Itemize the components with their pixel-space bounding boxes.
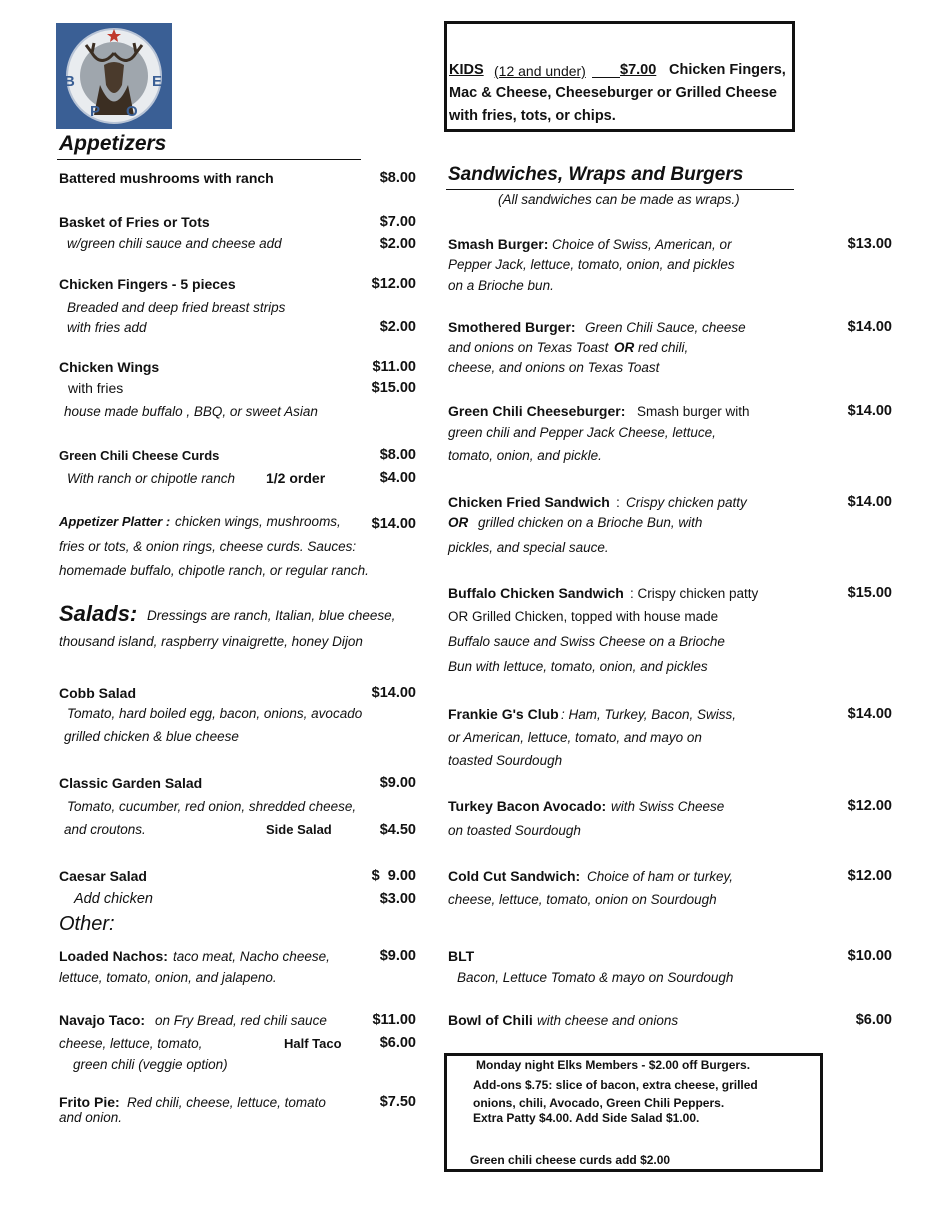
coldcut-price: $12.00: [847, 868, 892, 884]
cobb-name: Cobb Salad: [59, 685, 137, 701]
buffalo-desc-3: Buffalo sauce and Swiss Cheese on a Brioche: [448, 634, 725, 649]
salads-heading: Salads:: [59, 601, 138, 626]
platter-desc-2: fries or tots, & onion rings, cheese curds. Sauces:: [59, 539, 357, 554]
buffalo-desc-1: : Crispy chicken patty: [630, 586, 759, 601]
kids-price: $7.00: [620, 62, 657, 78]
chili-name: Bowl of Chili: [448, 1012, 533, 1028]
gccb-desc-2: green chili and Pepper Jack Cheese, lettuce,: [448, 425, 716, 440]
kids-underline-gap: [592, 63, 620, 78]
club-desc-2: or American, lettuce, tomato, and mayo on: [448, 730, 702, 745]
navajo-desc-2: cheese, lettuce, tomato,: [59, 1036, 203, 1051]
curds-desc: With ranch or chipotle ranch: [67, 471, 235, 486]
garden-side: Side Salad: [266, 822, 332, 837]
caesar-addon-price: $3.00: [379, 891, 416, 907]
blt-desc: Bacon, Lettuce Tomato & mayo on Sourdough: [457, 970, 734, 985]
cobb-desc-1: Tomato, hard boiled egg, bacon, onions, avocado: [67, 706, 363, 721]
smothered-desc-1: Green Chili Sauce, cheese: [585, 320, 746, 335]
kids-age: (12 and under): [494, 63, 586, 79]
tba-desc-1: with Swiss Cheese: [611, 799, 725, 814]
frito-name: Frito Pie:: [59, 1094, 120, 1110]
garden-side-price: $4.50: [379, 822, 416, 838]
salads-dressings-2: thousand island, raspberry vinaigrette, honey Dijon: [59, 634, 363, 649]
logo-letter-b: B: [64, 73, 75, 90]
wings-addon: with fries: [68, 380, 124, 396]
tba-price: $12.00: [847, 798, 892, 814]
wings-price: $11.00: [372, 359, 416, 375]
gccb-desc-3: tomato, onion, and pickle.: [448, 448, 602, 463]
elks-line-1: Monday night Elks Members - $2.00 off Burgers.: [476, 1058, 751, 1072]
fries-price: $7.00: [379, 214, 416, 230]
garden-name: Classic Garden Salad: [59, 775, 203, 791]
fingers-addon: with fries add: [67, 320, 147, 335]
logo-letter-p: P: [90, 103, 101, 120]
sandwiches-note: (All sandwiches can be made as wraps.): [498, 192, 740, 207]
logo-letter-e: E: [152, 73, 163, 90]
other-heading: Other:: [59, 913, 115, 935]
frito-price: $7.50: [379, 1094, 416, 1110]
smothered-name: Smothered Burger:: [448, 319, 576, 335]
curds-half: 1/2 order: [266, 470, 326, 486]
blt-price: $10.00: [847, 948, 892, 964]
nachos-name: Loaded Nachos:: [59, 948, 168, 964]
fries-name: Basket of Fries or Tots: [59, 214, 210, 230]
garden-price: $9.00: [379, 775, 416, 791]
smash-desc-2: Pepper Jack, lettuce, tomato, onion, and pickles: [448, 257, 735, 272]
cfs-price: $14.00: [847, 494, 892, 510]
gccb-name: Green Chili Cheeseburger:: [448, 403, 626, 419]
curds-half-price: $4.00: [379, 470, 416, 486]
nachos-price: $9.00: [379, 948, 416, 964]
platter-price: $14.00: [371, 516, 416, 532]
cfs-desc-2a: OR: [448, 515, 469, 530]
logo-letter-o: O: [126, 103, 138, 120]
smothered-desc-3: cheese, and onions on Texas Toast: [448, 360, 660, 375]
buffalo-price: $15.00: [847, 585, 892, 601]
smash-name: Smash Burger:: [448, 236, 549, 252]
elks-line-2: Add-ons $.75: slice of bacon, extra cheese, grilled: [473, 1078, 758, 1092]
appetizers-rule: [57, 159, 361, 160]
chili-desc: with cheese and onions: [537, 1013, 679, 1028]
gccb-desc-1: Smash burger with: [637, 404, 750, 419]
caesar-addon: Add chicken: [74, 891, 153, 907]
salads-dressings-1: Dressings are ranch, Italian, blue cheese,: [147, 608, 396, 623]
frito-desc-2: and onion.: [59, 1110, 123, 1125]
smothered-price: $14.00: [847, 319, 892, 335]
wings-name: Chicken Wings: [59, 359, 160, 375]
elks-line-5: Green chili cheese curds add $2.00: [470, 1153, 671, 1167]
gccb-price: $14.00: [847, 403, 892, 419]
navajo-desc-3: green chili (veggie option): [73, 1057, 228, 1072]
cfs-desc-1: Crispy chicken patty: [626, 495, 747, 510]
smothered-desc-2a: and onions on Texas Toast: [448, 340, 609, 355]
smothered-desc-2b: OR: [614, 340, 635, 355]
appetizers-heading: Appetizers: [59, 132, 167, 155]
cobb-price: $14.00: [371, 685, 416, 701]
smothered-desc-2c: red chili,: [638, 340, 689, 355]
kids-items-3: with fries, tots, or chips.: [449, 108, 616, 124]
fingers-price: $12.00: [371, 276, 416, 292]
coldcut-name: Cold Cut Sandwich:: [448, 868, 581, 884]
fingers-desc: Breaded and deep fried breast strips: [67, 300, 286, 315]
navajo-price: $11.00: [372, 1012, 416, 1028]
tba-desc-2: on toasted Sourdough: [448, 823, 581, 838]
cfs-name: Chicken Fried Sandwich: [448, 494, 610, 510]
platter-name: Appetizer Platter :: [59, 514, 171, 529]
kids-items-2: Mac & Cheese, Cheeseburger or Grilled Cheese: [449, 85, 777, 101]
cfs-colon: :: [616, 494, 620, 510]
frito-desc-1: Red chili, cheese, lettuce, tomato: [127, 1095, 326, 1110]
kids-label: KIDS: [449, 62, 484, 78]
curds-price: $8.00: [379, 447, 416, 463]
wings-addon-price: $15.00: [371, 380, 416, 396]
smash-price: $13.00: [847, 236, 892, 252]
cobb-desc-2: grilled chicken & blue cheese: [64, 729, 239, 744]
club-name: Frankie G's Club: [448, 706, 559, 722]
smash-desc-3: on a Brioche bun.: [448, 278, 554, 293]
nachos-desc-1: taco meat, Nacho cheese,: [173, 949, 330, 964]
curds-name: Green Chili Cheese Curds: [59, 448, 220, 463]
blt-name: BLT: [448, 948, 475, 964]
cfs-desc-2b: grilled chicken on a Brioche Bun, with: [478, 515, 703, 530]
navajo-half-price: $6.00: [379, 1035, 416, 1051]
fries-addon-price: $2.00: [379, 236, 416, 252]
navajo-half: Half Taco: [284, 1036, 342, 1051]
nachos-desc-2: lettuce, tomato, onion, and jalapeno.: [59, 970, 277, 985]
mushrooms-name: Battered mushrooms with ranch: [59, 170, 274, 186]
wings-desc: house made buffalo , BBQ, or sweet Asian: [64, 404, 318, 419]
fingers-name: Chicken Fingers - 5 pieces: [59, 276, 236, 292]
buffalo-desc-2: OR Grilled Chicken, topped with house made: [448, 609, 719, 624]
platter-desc-3: homemade buffalo, chipotle ranch, or regular ranch.: [59, 563, 369, 578]
buffalo-desc-4: Bun with lettuce, tomato, onion, and pickles: [448, 659, 708, 674]
bpoe-elk-logo: [56, 23, 172, 129]
navajo-name: Navajo Taco:: [59, 1012, 146, 1028]
caesar-price: $ 9.00: [371, 868, 416, 884]
platter-desc-1: chicken wings, mushrooms,: [175, 514, 341, 529]
smash-desc-1: Choice of Swiss, American, or: [552, 237, 732, 252]
sandwiches-heading: Sandwiches, Wraps and Burgers: [448, 164, 744, 185]
buffalo-name: Buffalo Chicken Sandwich: [448, 585, 624, 601]
garden-desc-1: Tomato, cucumber, red onion, shredded cheese,: [67, 799, 357, 814]
elks-line-4: Extra Patty $4.00. Add Side Salad $1.00.: [473, 1111, 700, 1125]
coldcut-desc-1: Choice of ham or turkey,: [587, 869, 734, 884]
coldcut-desc-2: cheese, lettuce, tomato, onion on Sourdough: [448, 892, 717, 907]
club-price: $14.00: [847, 706, 892, 722]
club-desc-1: : Ham, Turkey, Bacon, Swiss,: [561, 707, 737, 722]
tba-name: Turkey Bacon Avocado:: [448, 798, 607, 814]
chili-price: $6.00: [855, 1012, 892, 1028]
club-desc-3: toasted Sourdough: [448, 753, 563, 768]
caesar-name: Caesar Salad: [59, 868, 147, 884]
kids-items-1: Chicken Fingers,: [669, 62, 786, 78]
mushrooms-price: $8.00: [379, 170, 416, 186]
fingers-addon-price: $2.00: [379, 319, 416, 335]
navajo-desc-1: on Fry Bread, red chili sauce: [155, 1013, 327, 1028]
garden-desc-2: and croutons.: [64, 822, 146, 837]
cfs-desc-3: pickles, and special sauce.: [448, 540, 609, 555]
elks-line-3: onions, chili, Avocado, Green Chili Peppers.: [473, 1096, 725, 1110]
sandwiches-rule: [446, 189, 794, 190]
fries-addon: w/green chili sauce and cheese add: [67, 236, 282, 251]
